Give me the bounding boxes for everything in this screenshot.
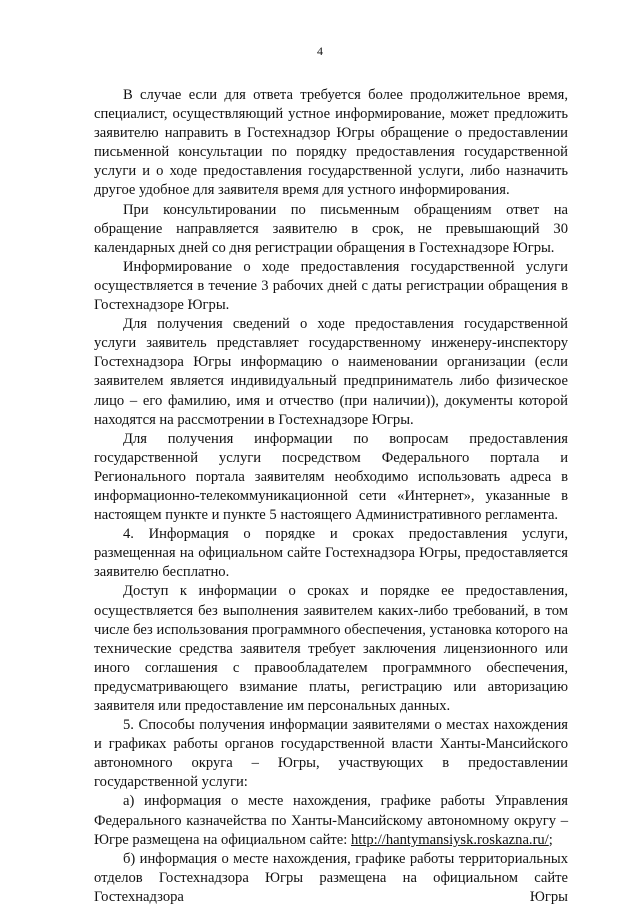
paragraph-item-5: 5. Способы получения информации заявителями о местах нахождения и графиках работы органов государственной власти Ханты-Мансийского автономного округа – Югры, участвующих в предоставлении государственной услуги: <box>94 717 568 791</box>
treasury-website-link[interactable]: http://hantymansiysk.roskazna.ru/ <box>350 831 549 848</box>
item-5a-text: а) информация о месте нахождения, графике работы Управления Федерального казначейства по Ханты-Мансийскому автономному округу – Югре размещена на официальном сайте: <box>94 793 568 848</box>
paragraph-progress-informing: Информирование о ходе предоставления государственной услуги осуществляется в течение 3 рабочих дней с даты регистрации обращения в Гостехнадзоре Югры. <box>94 258 568 314</box>
paragraph-access-info: Доступ к информации о сроках и порядке ее предоставления, осуществляется без выполнения заявителем каких-либо требований, в том числе без использования программного обеспечения, установка которого на технические средства заявителя требует заключения лицензионного или иного соглашения с правообладателем программного обеспечения, предусматривающего взимание платы, регистрацию или авторизацию заявителя или предоставление им персональных данных. <box>94 583 568 714</box>
paragraph-item-5a <box>94 792 568 849</box>
paragraph-response-time: В случае если для ответа требуется более продолжительное время, специалист, осуществляющий устное информирование, может предложить заявителю направить в Гостехнадзор Югры обращение о предоставлении письменной консультации по порядку предоставления государственной услуги и о ходе предоставления государственной услуги, либо назначить другое удобное для заявителя время для устного информирования. <box>94 87 568 199</box>
item-5a-suffix: ; <box>548 831 553 848</box>
paragraph-progress-request: Для получения сведений о ходе предоставления государственной услуги заявитель представляет государственному инженеру-инспектору Гостехнадзора Югры информацию о наименовании организации (если заявителем является индивидуальный предприниматель либо физическое лицо – его фамилию, имя и отчество (при наличии)), документы которой находятся на рассмотрении в Гостехнадзоре Югры. <box>94 316 568 428</box>
document-body <box>94 86 568 907</box>
page-number: 4 <box>317 44 323 58</box>
paragraph-item-4: 4. Информация о порядке и сроках предоставления услуги, размещенная на официальном сайте Гостехнадзора Югры, предоставляется заявителю бесплатно. <box>94 526 568 581</box>
paragraph-portal-info: Для получения информации по вопросам предоставления государственной услуги посредством Федерального портала и Регионального портала заявителям необходимо использовать адреса в информационно-телекоммуникационной сети «Интернет», указанные в настоящем пункте и пункте 5 настоящего Административного регламента. <box>94 430 568 524</box>
paragraph-written-consultation: При консультировании по письменным обращениям ответ на обращение направляется заявителю в срок, не превышающий 30 календарных дней со дня регистрации обращения в Гостехнадзоре Югры. <box>94 201 568 256</box>
paragraph-item-5b: б) информация о месте нахождения, графике работы территориальных отделов Гостехнадзора Югры размещена на официальном сайте Гостехнадзора Югры <box>94 850 568 905</box>
